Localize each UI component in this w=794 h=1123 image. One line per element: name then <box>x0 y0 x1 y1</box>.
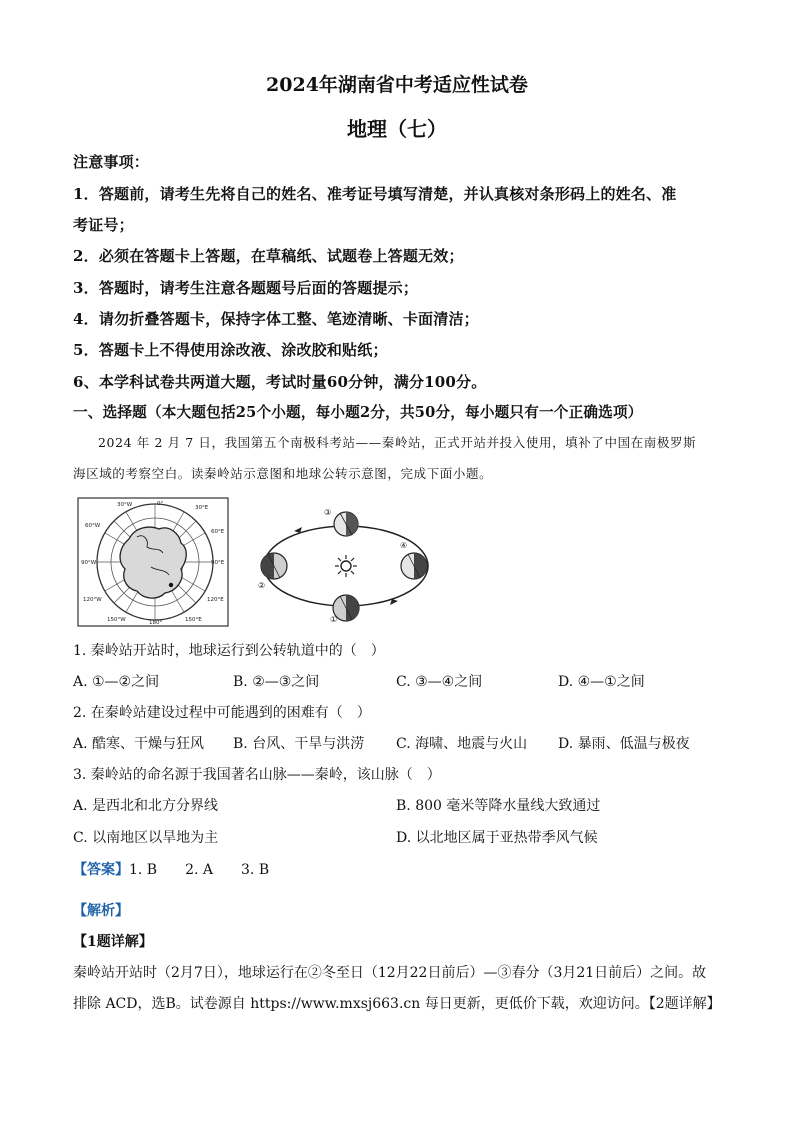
svg-text:90°E: 90°E <box>211 560 225 566</box>
question-2-option-c[interactable]: C. 海啸、地震与火山 <box>396 736 528 752</box>
answer-values: 1. B 2. A 3. B <box>129 862 270 878</box>
earth-position-3 <box>334 512 358 536</box>
question-1-option-b[interactable]: B. ②—③之间 <box>233 674 320 690</box>
answer-row <box>73 859 269 879</box>
sun-icon <box>335 555 357 577</box>
earth-position-4 <box>401 553 427 579</box>
analysis-subheading-1: 【1题详解】 <box>73 934 153 950</box>
svg-text:④: ④ <box>400 541 408 550</box>
question-2-option-b[interactable]: B. 台风、干旱与洪涝 <box>233 736 365 752</box>
svg-text:150°E: 150°E <box>185 617 202 623</box>
antarctica-map-figure <box>77 497 229 627</box>
svg-text:60°W: 60°W <box>85 523 101 529</box>
question-3-option-b[interactable]: B. 800 毫米等降水量线大致通过 <box>396 798 601 814</box>
notice-item-1: 1．答题前，请考生先将自己的姓名、准考证号填写清楚，并认真核对条形码上的姓名、准 <box>73 185 677 203</box>
notice-item-3: 3．答题时，请考生注意各题题号后面的答题提示； <box>73 279 419 297</box>
notice-item-2: 2．必须在答题卡上答题，在草稿纸、试题卷上答题无效； <box>73 247 464 265</box>
section-heading: 一、选择题（本大题包括25个小题，每小题2分，共50分，每小题只有一个正确选项） <box>73 404 643 421</box>
question-3-option-a[interactable]: A. 是西北和北方分界线 <box>73 798 219 814</box>
question-3-option-d[interactable]: D. 以北地区属于亚热带季风气候 <box>396 830 598 846</box>
svg-text:120°E: 120°E <box>207 597 224 603</box>
intro-paragraph-1: 2024 年 2 月 7 日，我国第五个南极科考站——秦岭站，正式开站并投入使用，填补了中国在南极罗斯 <box>98 435 697 450</box>
svg-text:120°W: 120°W <box>83 597 102 603</box>
svg-text:90°W: 90°W <box>81 560 97 566</box>
answer-label: 【答案】 <box>73 862 129 878</box>
intro-paragraph-2: 海区域的考察空白。读秦岭站示意图和地球公转示意图，完成下面小题。 <box>73 466 493 481</box>
analysis-text-line-1: 秦岭站开站时（2月7日），地球运行在②冬至日（12月22日前后）—③春分（3月21日前后）之间。故 <box>73 965 707 981</box>
notice-item-6: 6、本学科试卷共两道大题，考试时量60分钟，满分100分。 <box>73 373 487 391</box>
notice-item-5: 5．答题卡上不得使用涂改液、涂改胶和贴纸； <box>73 341 388 359</box>
svg-text:60°E: 60°E <box>211 529 225 535</box>
earth-orbit-figure <box>250 500 442 630</box>
question-1-option-d[interactable]: D. ④—①之间 <box>558 674 645 690</box>
exam-title: 2024年湖南省中考适应性试卷 <box>266 74 528 96</box>
antarctica-landmass <box>120 527 186 598</box>
svg-text:②: ② <box>258 581 266 590</box>
svg-text:150°W: 150°W <box>107 617 126 623</box>
svg-text:30°E: 30°E <box>195 505 209 511</box>
analysis-label: 【解析】 <box>73 903 129 919</box>
notice-item-1-cont: 考证号； <box>73 216 134 234</box>
question-1-option-a[interactable]: A. ①—②之间 <box>73 674 160 690</box>
exam-subtitle: 地理（七） <box>347 117 447 141</box>
qinling-station-marker <box>169 583 173 587</box>
svg-text:③: ③ <box>324 508 332 517</box>
earth-position-2 <box>261 553 287 579</box>
notice-item-4: 4．请勿折叠答题卡，保持字体工整、笔迹清晰、卡面清洁； <box>73 310 479 328</box>
question-3-option-c[interactable]: C. 以南地区以旱地为主 <box>73 830 219 846</box>
question-2-option-a[interactable]: A. 酷寒、干燥与狂风 <box>73 736 205 752</box>
svg-text:0°: 0° <box>157 501 164 507</box>
question-3-stem: 3. 秦岭站的命名源于我国著名山脉——秦岭，该山脉（ ） <box>73 767 441 783</box>
question-1-option-c[interactable]: C. ③—④之间 <box>396 674 483 690</box>
svg-text:180°: 180° <box>149 620 163 626</box>
notice-heading: 注意事项： <box>73 153 150 171</box>
question-1-stem: 1. 秦岭站开站时，地球运行到公转轨道中的（ ） <box>73 643 385 659</box>
question-2-stem: 2. 在秦岭站建设过程中可能遇到的困难有（ ） <box>73 705 371 721</box>
svg-text:30°W: 30°W <box>117 502 133 508</box>
question-2-option-d[interactable]: D. 暴雨、低温与极夜 <box>558 736 690 752</box>
svg-text:①: ① <box>330 615 338 624</box>
analysis-text-line-2: 排除 ACD，选B。试卷源自 https://www.mxsj663.cn 每日更新，更低价下载，欢迎访问。【2题详解】 <box>73 996 721 1012</box>
